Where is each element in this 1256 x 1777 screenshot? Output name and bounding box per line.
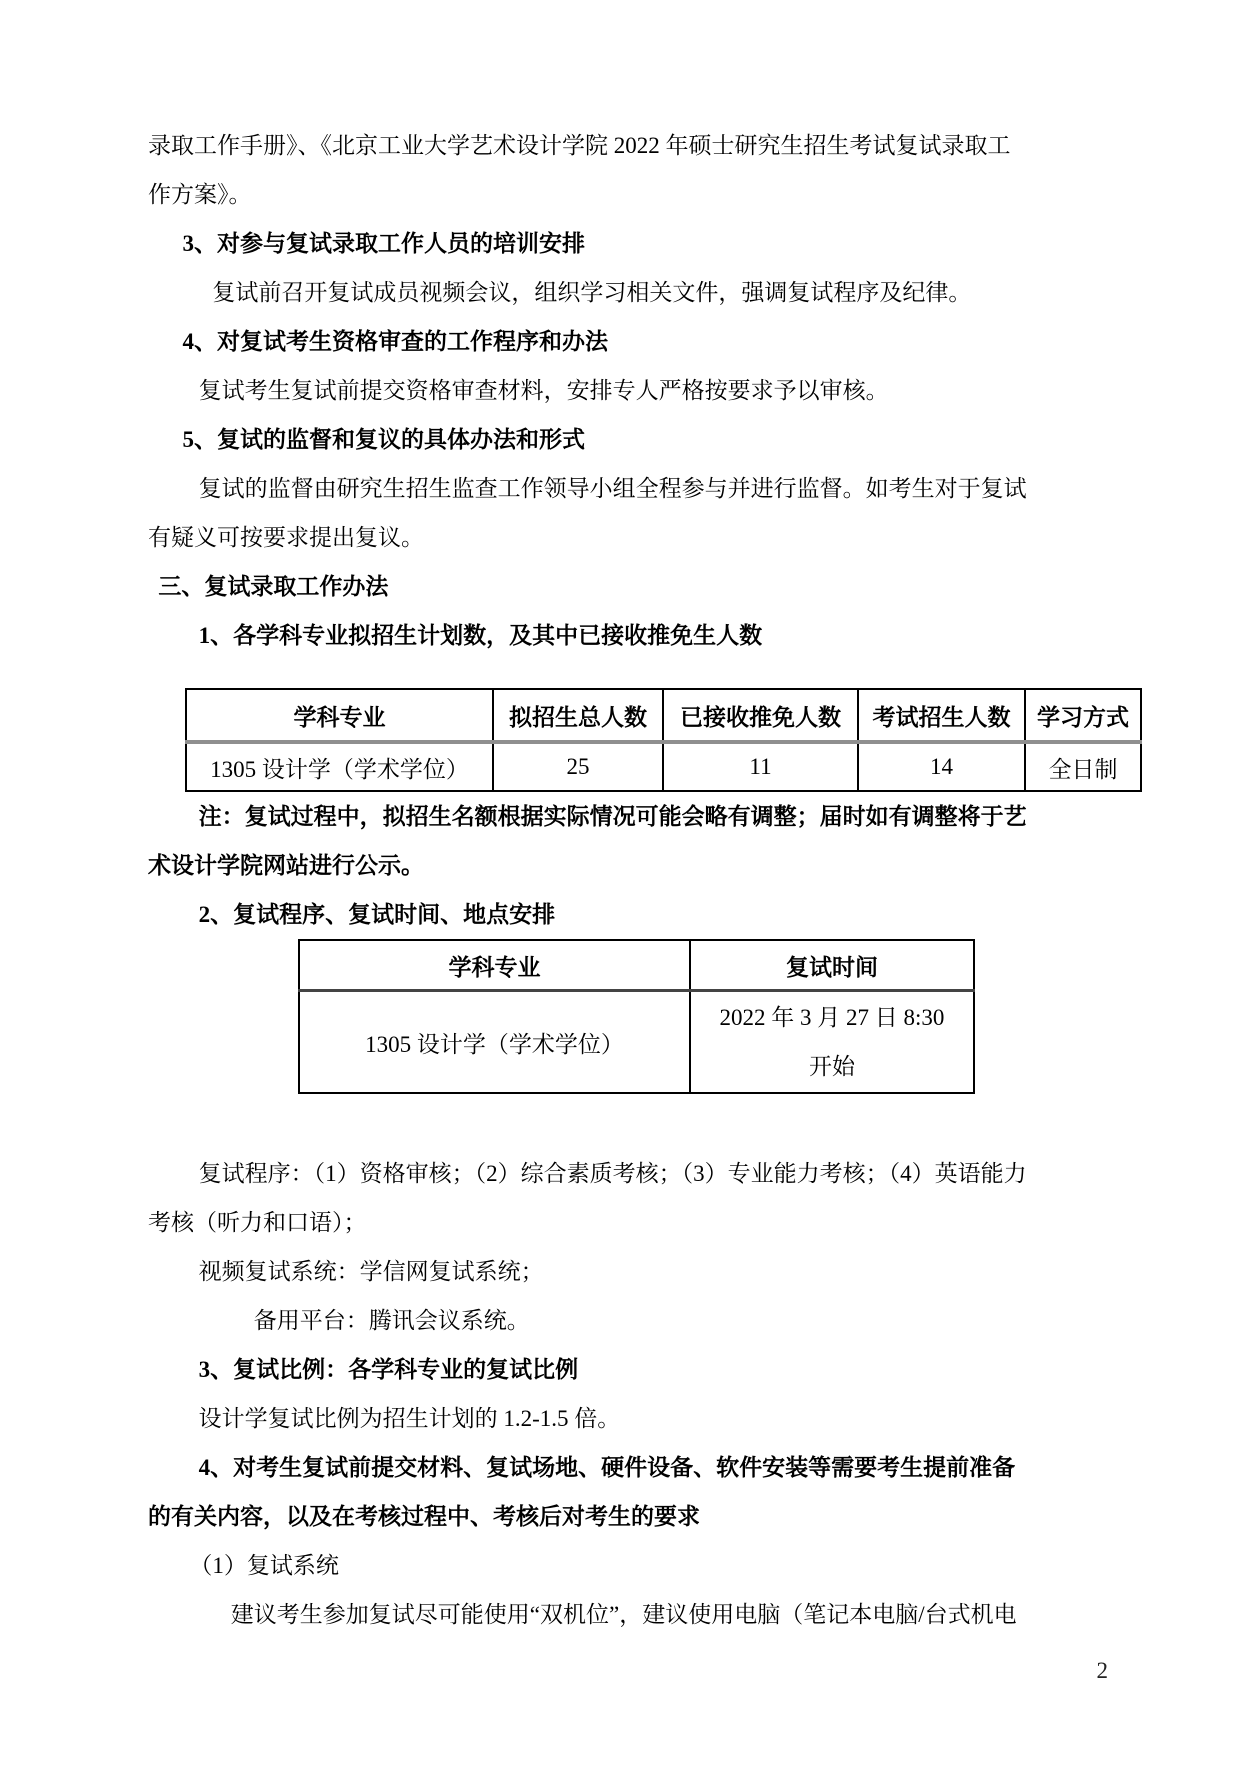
text-line: 备用平台：腾讯会议系统。 [253, 1308, 530, 1333]
text-line: 作方案》。 [148, 182, 252, 207]
text-line: 复试考生复试前提交资格审查材料，安排专人严格按要求予以审核。 [198, 378, 889, 403]
admission-plan-table [185, 688, 1142, 792]
table-cell-major: 1305 设计学（学术学位） [299, 991, 690, 1094]
table-header-row [186, 689, 1141, 742]
table-header-cell-major: 学科专业 [299, 940, 690, 991]
table-cell-recommended: 11 [663, 742, 858, 791]
heading-line: 1、各学科专业拟招生计划数，及其中已接收推免生人数 [198, 623, 763, 648]
heading-line: 3、复试比例：各学科专业的复试比例 [198, 1357, 579, 1382]
table-cell-study-mode: 全日制 [1025, 742, 1141, 791]
section-bottom [148, 1149, 1113, 1639]
table-header-cell-planned-total: 拟招生总人数 [493, 689, 663, 742]
interview-schedule-table [298, 939, 975, 1094]
text-line: 录取工作手册》、《北京工业大学艺术设计学院 2022 年硕士研究生招生考试复试录取工 [148, 133, 1011, 158]
text-line: 建议考生参加复试尽可能使用“双机位”，建议使用电脑（笔记本电脑/台式机电 [230, 1602, 1017, 1627]
table-cell-major: 1305 设计学（学术学位） [186, 742, 493, 791]
table-cell-exam-admitted: 14 [858, 742, 1025, 791]
text-line: 术设计学院网站进行公示。 [148, 853, 424, 878]
section-mid [148, 792, 1113, 939]
text-line: （1）复试系统 [189, 1553, 339, 1578]
text-line: 考核（听力和口语）； [148, 1210, 367, 1235]
table-cell-interview-time [690, 991, 974, 1094]
heading-line: 4、对复试考生资格审查的工作程序和办法 [182, 329, 608, 354]
text-line: 设计学复试比例为招生计划的 1.2-1.5 倍。 [198, 1406, 621, 1431]
interview-time-line1: 2022 年 3 月 27 日 8:30 [719, 1005, 945, 1030]
text-line: 复试的监督由研究生招生监查工作领导小组全程参与并进行监督。如考生对于复试 [198, 476, 1027, 501]
table-row [186, 742, 1141, 791]
heading-line: 5、复试的监督和复议的具体办法和形式 [182, 427, 585, 452]
table-header-cell-recommended: 已接收推免人数 [663, 689, 858, 742]
table-header-cell-interview-time: 复试时间 [690, 940, 974, 991]
text-line: 复试前召开复试成员视频会议，组织学习相关文件，强调复试程序及纪律。 [212, 280, 972, 305]
heading-line: 3、对参与复试录取工作人员的培训安排 [182, 231, 585, 256]
table-header-cell-exam-admitted: 考试招生人数 [858, 689, 1025, 742]
section-top [148, 121, 1113, 660]
heading-line: 三、复试录取工作办法 [158, 574, 389, 599]
heading-line: 4、对考生复试前提交材料、复试场地、硬件设备、软件安装等需要考生提前准备 [198, 1455, 1016, 1480]
table-header-row [299, 940, 974, 991]
heading-line: 的有关内容，以及在考核过程中、考核后对考生的要求 [148, 1504, 700, 1529]
interview-time-line2: 开始 [809, 1054, 855, 1079]
text-line: 复试程序：（1）资格审核；（2）综合素质考核；（3）专业能力考核；（4）英语能力 [198, 1161, 1027, 1186]
heading-line: 2、复试程序、复试时间、地点安排 [198, 902, 556, 927]
page-number: 2 [1096, 1658, 1108, 1683]
document-body [148, 121, 1129, 1639]
text-line: 注：复试过程中，拟招生名额根据实际情况可能会略有调整；届时如有调整将于艺 [198, 804, 1027, 829]
text-line: 视频复试系统：学信网复试系统； [198, 1259, 544, 1284]
text-line: 有疑义可按要求提出复议。 [148, 525, 424, 550]
table-header-cell-major: 学科专业 [186, 689, 493, 742]
table-cell-planned-total: 25 [493, 742, 663, 791]
table-header-cell-study-mode: 学习方式 [1025, 689, 1141, 742]
table-row [299, 991, 974, 1094]
